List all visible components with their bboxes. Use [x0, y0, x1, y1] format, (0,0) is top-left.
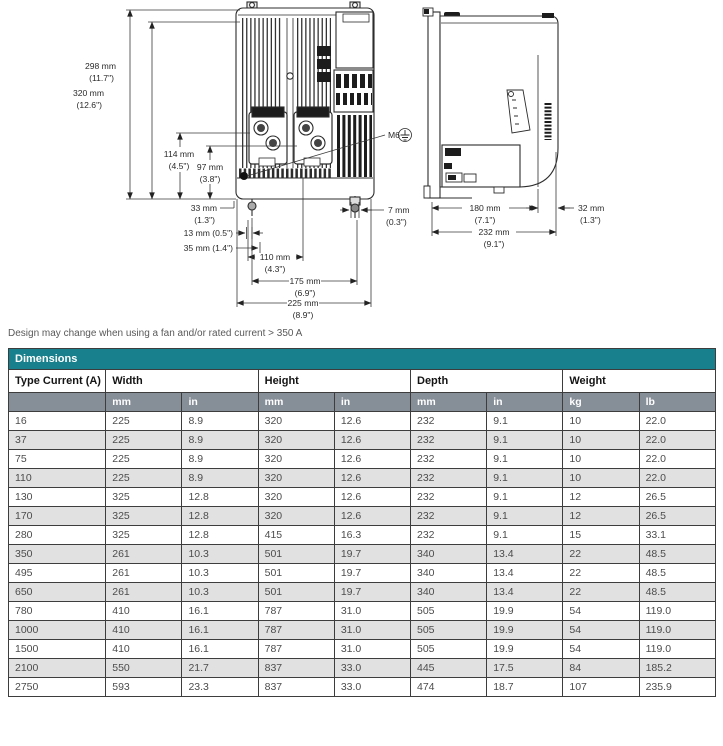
dim-33-label: 33 mm: [190, 203, 217, 213]
table-cell: 10: [563, 469, 639, 488]
unit-header-height-mm: mm: [258, 393, 334, 412]
svg-text:(3.8"): (3.8"): [199, 174, 221, 184]
table-row: [9, 545, 716, 564]
table-cell: 19.7: [334, 564, 410, 583]
table-cell: 22: [563, 545, 639, 564]
table-cell: 31.0: [334, 621, 410, 640]
table-cell: 33.0: [334, 678, 410, 697]
svg-text:(1.3"): (1.3"): [580, 215, 601, 225]
table-cell: 31.0: [334, 602, 410, 621]
dim-97-label: 97 mm: [196, 162, 224, 172]
table-cell: 12.8: [182, 526, 258, 545]
table-cell: 9.1: [487, 526, 563, 545]
terminal-block-right: [294, 107, 332, 166]
dim-7-label: 7 mm: [388, 205, 410, 215]
table-row: [9, 659, 716, 678]
table-cell: 8.9: [182, 412, 258, 431]
table-cell: 26.5: [639, 507, 715, 526]
table-cell: 12.8: [182, 507, 258, 526]
unit-header-width-mm: mm: [106, 393, 182, 412]
table-cell: 10.3: [182, 545, 258, 564]
table-cell: 12.8: [182, 488, 258, 507]
mounting-plate: [428, 12, 440, 198]
table-cell: 320: [258, 431, 334, 450]
table-cell: 16.1: [182, 621, 258, 640]
table-cell: 410: [106, 621, 182, 640]
table-cell: 23.3: [182, 678, 258, 697]
table-cell: 261: [106, 545, 182, 564]
table-cell: 107: [563, 678, 639, 697]
connector-blocks: [317, 46, 331, 82]
dim-110-label: 110 mm: [259, 252, 291, 262]
table-cell: 9.1: [487, 469, 563, 488]
svg-text:(1.3"): (1.3"): [194, 215, 215, 225]
table-cell: 130: [9, 488, 106, 507]
svg-text:(6.9"): (6.9"): [294, 288, 316, 298]
table-cell: 19.7: [334, 545, 410, 564]
side-dimension-labels: [469, 203, 604, 249]
table-cell: 13.4: [487, 583, 563, 602]
table-cell: 232: [411, 431, 487, 450]
table-cell: 1500: [9, 640, 106, 659]
table-cell: 9.1: [487, 431, 563, 450]
table-cell: 22.0: [639, 412, 715, 431]
table-cell: 325: [106, 526, 182, 545]
col-header-type-current: Type Current (A): [9, 370, 106, 393]
table-cell: 474: [411, 678, 487, 697]
side-view: [423, 8, 558, 198]
table-cell: 16.1: [182, 602, 258, 621]
table-row: [9, 412, 716, 431]
table-cell: 320: [258, 412, 334, 431]
front-view: [236, 2, 374, 218]
unit-header-depth-in: in: [487, 393, 563, 412]
m6-ground-icon: [399, 129, 412, 142]
table-row: [9, 564, 716, 583]
table-row: [9, 507, 716, 526]
table-cell: 19.7: [334, 583, 410, 602]
table-cell: 110: [9, 469, 106, 488]
table-body: [9, 412, 716, 697]
table-cell: 54: [563, 621, 639, 640]
table-row: [9, 583, 716, 602]
table-cell: 16.3: [334, 526, 410, 545]
table-cell: 12.6: [334, 507, 410, 526]
table-cell: 340: [411, 583, 487, 602]
table-cell: 501: [258, 583, 334, 602]
table-cell: 48.5: [639, 564, 715, 583]
table-cell: 13.4: [487, 564, 563, 583]
table-cell: 593: [106, 678, 182, 697]
table-cell: 12.6: [334, 431, 410, 450]
table-cell: 9.1: [487, 507, 563, 526]
table-cell: 19.9: [487, 621, 563, 640]
dim-232-label: 232 mm: [478, 227, 510, 237]
table-cell: 8.9: [182, 431, 258, 450]
table-row: [9, 621, 716, 640]
table-cell: 12.6: [334, 450, 410, 469]
dim-32-label: 32 mm: [578, 203, 605, 213]
col-header-depth: Depth: [411, 370, 563, 393]
table-cell: 119.0: [639, 621, 715, 640]
table-cell: 119.0: [639, 640, 715, 659]
svg-text:(8.9"): (8.9"): [292, 310, 314, 320]
table-cell: 261: [106, 583, 182, 602]
unit-header-height-in: in: [334, 393, 410, 412]
table-cell: 185.2: [639, 659, 715, 678]
dimensions-table: [8, 348, 716, 697]
table-cell: 9.1: [487, 488, 563, 507]
table-row: [9, 678, 716, 697]
table-cell: 75: [9, 450, 106, 469]
table-cell: 15: [563, 526, 639, 545]
table-cell: 261: [106, 564, 182, 583]
table-cell: 787: [258, 640, 334, 659]
table-unit-header-row: [9, 393, 716, 412]
table-cell: 17.5: [487, 659, 563, 678]
table-cell: 33.0: [334, 659, 410, 678]
table-cell: 16.1: [182, 640, 258, 659]
table-cell: 550: [106, 659, 182, 678]
table-cell: 350: [9, 545, 106, 564]
table-cell: 415: [258, 526, 334, 545]
svg-text:(4.3"): (4.3"): [264, 264, 286, 274]
unit-header-depth-mm: mm: [411, 393, 487, 412]
svg-text:(7.1"): (7.1"): [474, 215, 496, 225]
svg-text:(9.1"): (9.1"): [483, 239, 505, 249]
table-cell: 10: [563, 450, 639, 469]
table-cell: 10: [563, 412, 639, 431]
table-cell: 22.0: [639, 450, 715, 469]
table-cell: 84: [563, 659, 639, 678]
dim-114-label: 114 mm: [163, 149, 195, 159]
table-cell: 9.1: [487, 450, 563, 469]
table-cell: 340: [411, 545, 487, 564]
table-cell: 8.9: [182, 469, 258, 488]
table-cell: 13.4: [487, 545, 563, 564]
top-mounting-screws: [247, 2, 360, 8]
table-cell: 10.3: [182, 583, 258, 602]
table-cell: 340: [411, 564, 487, 583]
design-note: Design may change when using a fan and/or rated current > 350 A: [8, 328, 303, 339]
table-cell: 22: [563, 583, 639, 602]
table-cell: 16: [9, 412, 106, 431]
table-cell: 12.6: [334, 469, 410, 488]
table-row: [9, 488, 716, 507]
table-cell: 19.9: [487, 640, 563, 659]
table-cell: 232: [411, 412, 487, 431]
table-cell: 22: [563, 564, 639, 583]
table-cell: 10.3: [182, 564, 258, 583]
table-cell: 505: [411, 640, 487, 659]
table-cell: 12: [563, 488, 639, 507]
m6-label: M6: [388, 130, 400, 140]
table-cell: 320: [258, 488, 334, 507]
table-cell: 225: [106, 450, 182, 469]
m6-mounting-hole: [240, 172, 248, 180]
table-row: [9, 602, 716, 621]
table-cell: 54: [563, 602, 639, 621]
svg-text:(4.5"): (4.5"): [168, 161, 190, 171]
table-row: [9, 431, 716, 450]
table-cell: 2750: [9, 678, 106, 697]
table-cell: 320: [258, 507, 334, 526]
table-cell: 21.7: [182, 659, 258, 678]
col-header-width: Width: [106, 370, 258, 393]
table-cell: 495: [9, 564, 106, 583]
table-group-header-row: [9, 370, 716, 393]
col-header-height: Height: [258, 370, 410, 393]
technical-drawing: [0, 0, 723, 326]
table-cell: 33.1: [639, 526, 715, 545]
unit-header-width-in: in: [182, 393, 258, 412]
terminal-block-left: [249, 107, 287, 166]
table-cell: 501: [258, 545, 334, 564]
table-cell: 410: [106, 602, 182, 621]
table-cell: 54: [563, 640, 639, 659]
table-row: [9, 450, 716, 469]
table-cell: 325: [106, 507, 182, 526]
dim-320-label: 320 mm: [72, 88, 104, 98]
table-cell: 320: [258, 469, 334, 488]
table-cell: 787: [258, 602, 334, 621]
table-cell: 22.0: [639, 469, 715, 488]
table-cell: 225: [106, 431, 182, 450]
table-cell: 505: [411, 621, 487, 640]
table-cell: 225: [106, 469, 182, 488]
table-cell: 22.0: [639, 431, 715, 450]
table-title-row: [9, 349, 716, 370]
table-cell: 225: [106, 412, 182, 431]
table-cell: 445: [411, 659, 487, 678]
table-row: [9, 526, 716, 545]
unit-header-weight-lb: lb: [639, 393, 715, 412]
table-row: [9, 469, 716, 488]
unit-header-weight-kg: kg: [563, 393, 639, 412]
table-cell: 232: [411, 526, 487, 545]
table-cell: 48.5: [639, 545, 715, 564]
dim-225-label: 225 mm: [287, 298, 319, 308]
svg-text:(12.6"): (12.6"): [76, 100, 102, 110]
svg-text:(0.3"): (0.3"): [386, 217, 407, 227]
table-cell: 12.6: [334, 412, 410, 431]
table-cell: 501: [258, 564, 334, 583]
table-cell: 48.5: [639, 583, 715, 602]
table-cell: 31.0: [334, 640, 410, 659]
table-cell: 505: [411, 602, 487, 621]
table-cell: 232: [411, 450, 487, 469]
table-cell: 837: [258, 678, 334, 697]
lower-compartment: [442, 145, 520, 187]
table-cell: 19.9: [487, 602, 563, 621]
dim-175-label: 175 mm: [289, 276, 321, 286]
table-cell: 2100: [9, 659, 106, 678]
table-cell: 232: [411, 488, 487, 507]
table-cell: 232: [411, 469, 487, 488]
table-cell: 26.5: [639, 488, 715, 507]
table-cell: 1000: [9, 621, 106, 640]
table-cell: 650: [9, 583, 106, 602]
table-cell: 12: [563, 507, 639, 526]
center-screw: [287, 73, 293, 79]
table-cell: 235.9: [639, 678, 715, 697]
dim-13-label: 13 mm (0.5"): [183, 228, 233, 238]
table-row: [9, 640, 716, 659]
svg-text:(11.7"): (11.7"): [89, 73, 114, 83]
table-cell: 325: [106, 488, 182, 507]
table-title: Dimensions: [9, 349, 716, 370]
table-cell: 320: [258, 450, 334, 469]
table-cell: 837: [258, 659, 334, 678]
table-cell: 12.6: [334, 488, 410, 507]
col-header-weight: Weight: [563, 370, 716, 393]
table-cell: 18.7: [487, 678, 563, 697]
dim-35-label: 35 mm (1.4"): [183, 243, 233, 253]
table-cell: 787: [258, 621, 334, 640]
table-cell: 780: [9, 602, 106, 621]
table-cell: 232: [411, 507, 487, 526]
table-cell: 10: [563, 431, 639, 450]
table-cell: 410: [106, 640, 182, 659]
dim-180-label: 180 mm: [469, 203, 501, 213]
table-cell: 8.9: [182, 450, 258, 469]
dim-298-label: 298 mm: [84, 61, 116, 71]
table-cell: 37: [9, 431, 106, 450]
unit-header-blank: [9, 393, 106, 412]
table-cell: 280: [9, 526, 106, 545]
table-cell: 9.1: [487, 412, 563, 431]
table-cell: 170: [9, 507, 106, 526]
table-cell: 119.0: [639, 602, 715, 621]
